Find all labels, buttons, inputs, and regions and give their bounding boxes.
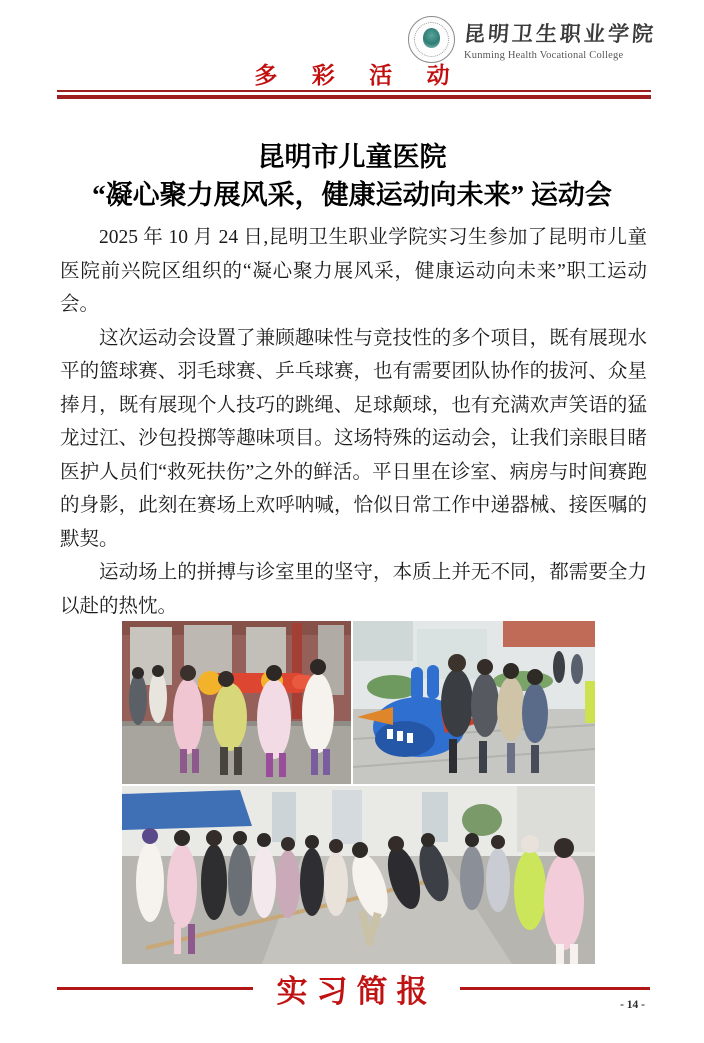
photo-tug-of-war: [122, 786, 595, 964]
header-rule-thick: [57, 95, 651, 99]
college-seal-icon: [408, 16, 455, 63]
section-title: 多 彩 活 动: [254, 62, 464, 88]
photo-inflatable-carry-game: [122, 621, 351, 784]
footer-rule-right: [460, 987, 650, 990]
photo-inflatable-dragon-ride: [353, 621, 595, 784]
article-title-line2: “凝心聚力展风采，健康运动向未来” 运动会: [92, 180, 612, 210]
header-rule-thin: [57, 90, 651, 92]
footer-bulletin-title: 实习简报: [276, 974, 437, 1009]
page-number: - 14 -: [620, 999, 645, 1011]
page-header: [408, 16, 656, 63]
article-title-line1: 昆明市儿童医院: [257, 142, 447, 172]
article-paragraph: 这次运动会设置了兼顾趣味性与竞技性的多个项目，既有展现水平的篮球赛、羽毛球赛、乒乓球赛，也有需要团队协作的拔河、众星捧月，既有展现个人技巧的跳绳、足球颠球，也有充满欢声笑语的猛龙过江、沙包投掷等趣味项目。这场特殊的运动会，让我们亲眼目睹医护人员们“救死扶伤”之外的鲜活。平日里在诊室、病房与时间赛跑的身影，此刻在赛场上欢呼呐喊，恰似日常工作中递器械、接医嘱的默契。: [60, 327, 647, 550]
college-name-block: [464, 18, 656, 61]
article-paragraph: 运动场上的拼搏与诊室里的坚守，本质上并无不同，都需要全力以赴的热忱。: [60, 562, 647, 617]
college-name-en: Kunming Health Vocational College: [464, 50, 624, 61]
photo-collage: [122, 621, 595, 964]
article-title: [0, 138, 704, 214]
footer-rule-left: [57, 987, 253, 990]
article-body: [60, 221, 647, 623]
college-name-zh: 昆明卫生职业学院: [463, 22, 657, 46]
article-paragraph: 2025 年 10 月 24 日,昆明卫生职业学院实习生参加了昆明市儿童医院前兴院区组织的“凝心聚力展风采，健康运动向未来”职工运动会。: [60, 227, 647, 315]
